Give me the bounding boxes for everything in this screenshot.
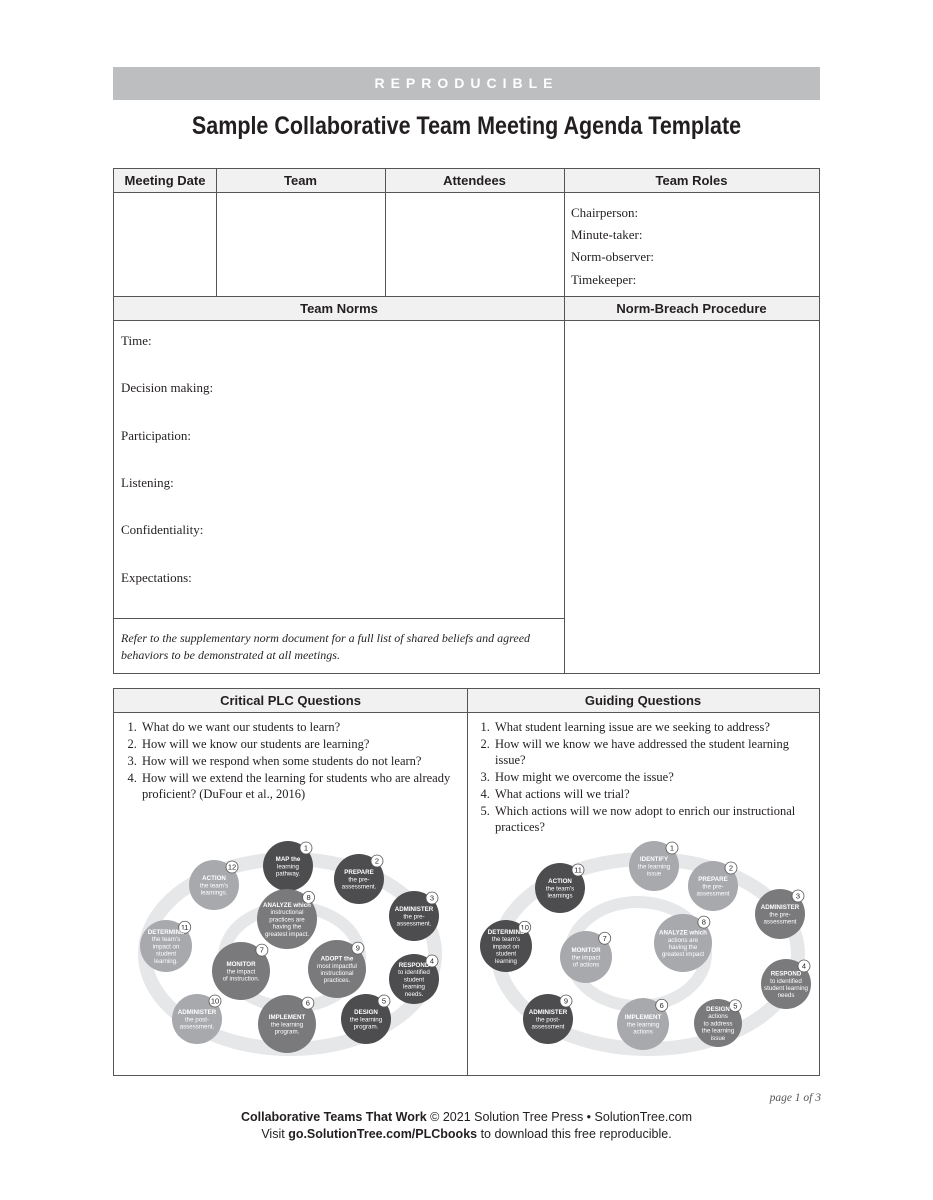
- header-guiding-questions: Guiding Questions: [467, 689, 819, 713]
- header-team: Team: [216, 169, 385, 193]
- step-number: 4: [429, 956, 435, 966]
- step-label: learning: [402, 983, 426, 991]
- step-label: learning.: [154, 957, 178, 965]
- step-number: 2: [728, 863, 734, 873]
- step-label: to identified: [398, 969, 430, 977]
- footer-link[interactable]: go.SolutionTree.com/PLCbooks: [288, 1127, 478, 1141]
- step-label: DETERMINE: [487, 929, 525, 936]
- page-title: Sample Collaborative Team Meeting Agenda Template: [191, 112, 742, 140]
- step-label: learnings: [547, 892, 573, 900]
- step-label: student: [403, 976, 425, 984]
- step-label: the learning: [626, 1021, 660, 1029]
- footer-line-1: [0, 1110, 933, 1124]
- step-label: ADMINISTER: [760, 904, 800, 912]
- step-number: 1: [669, 843, 675, 853]
- step-label: program.: [274, 1028, 300, 1036]
- cycle-step: [341, 994, 391, 1044]
- guiding-question: 2. How will we know we have addressed the student learning issue?: [493, 736, 813, 768]
- step-label: assessment: [696, 890, 730, 898]
- plc-question: 2. How will we know our students are learning?: [140, 736, 462, 752]
- step-number: 12: [227, 862, 237, 872]
- role-chairperson: Chairperson:: [571, 205, 639, 220]
- role-norm-observer: Norm-observer:: [571, 249, 655, 264]
- step-label: the learning: [349, 1016, 383, 1024]
- step-number: 7: [259, 945, 264, 955]
- cycle-step: [172, 994, 222, 1044]
- step-label: DESIGN: [354, 1009, 378, 1017]
- step-label: the pre-: [769, 911, 791, 919]
- step-label: MAP the: [275, 856, 301, 864]
- step-label: PREPARE: [344, 869, 374, 877]
- step-label: the learning: [637, 863, 671, 871]
- cycle-step: [523, 994, 573, 1044]
- guiding-question: 5. Which actions will we now adopt to enrich our instructional practices?: [493, 803, 813, 835]
- reproducible-banner: REPRODUCIBLE: [113, 67, 820, 100]
- step-number: 11: [180, 922, 189, 932]
- cycle-step: [189, 860, 239, 910]
- step-label: assessment: [531, 1023, 565, 1031]
- step-label: having the: [272, 923, 302, 931]
- footer-tail: to download this free reproducible.: [480, 1127, 672, 1141]
- footer-line-2: [0, 1127, 933, 1141]
- norm-time: Time:: [121, 333, 152, 348]
- step-number: 7: [602, 933, 607, 943]
- step-label: the pre-: [348, 876, 370, 884]
- step-label: greatest impact: [661, 951, 705, 959]
- guiding-cycle-diagram: [468, 839, 820, 1074]
- cycle-step: [629, 841, 679, 891]
- norm-decision-making: Decision making:: [121, 380, 214, 395]
- step-label: ANALYZE which: [659, 929, 707, 937]
- step-label: the pre-: [702, 883, 724, 891]
- step-label: the pre-: [403, 913, 425, 921]
- cycle-step: [389, 954, 439, 1004]
- guiding-question: 4. What actions will we trial?: [493, 786, 813, 802]
- step-number: 9: [563, 996, 569, 1006]
- cycle-step: [257, 889, 317, 949]
- step-label: instructional: [320, 970, 354, 977]
- step-number: 8: [306, 893, 311, 902]
- cycle-step: [654, 914, 712, 972]
- footer-visit: Visit: [261, 1127, 285, 1141]
- step-label: MONITOR: [571, 947, 601, 955]
- cycle-step: [140, 920, 192, 972]
- role-timekeeper: Timekeeper:: [571, 272, 637, 287]
- step-label: having the: [668, 944, 698, 951]
- step-number: 9: [355, 943, 360, 953]
- step-label: ADMINISTER: [177, 1009, 217, 1017]
- cycle-step: [212, 942, 270, 1000]
- step-number: 3: [429, 893, 435, 903]
- step-label: of actions: [572, 961, 600, 969]
- step-label: ADMINISTER: [528, 1009, 568, 1017]
- step-label: assessment: [763, 918, 797, 926]
- step-number: 5: [733, 1001, 738, 1011]
- step-label: assessment.: [179, 1023, 215, 1031]
- step-label: instructional: [270, 909, 304, 917]
- step-label: student: [495, 950, 517, 958]
- step-label: RESPOND: [770, 970, 802, 978]
- step-label: IMPLEMENT: [624, 1014, 662, 1022]
- guiding-question: 3. How might we overcome the issue?: [493, 769, 813, 785]
- header-norm-breach: Norm-Breach Procedure: [564, 297, 819, 321]
- step-label: of instruction.: [222, 975, 260, 983]
- step-label: the impact: [226, 968, 256, 976]
- header-team-roles: Team Roles: [564, 169, 819, 193]
- cycle-step: [308, 940, 366, 998]
- step-label: the team's: [199, 882, 229, 890]
- step-label: the impact: [571, 954, 601, 962]
- step-label: ADOPT the: [320, 955, 354, 963]
- header-meeting-date: Meeting Date: [114, 169, 216, 193]
- step-label: IDENTIFY: [639, 856, 669, 864]
- plc-question: 3. How will we respond when some students do not learn?: [140, 753, 462, 769]
- step-label: DETERMINE: [147, 929, 185, 936]
- step-label: practices are: [269, 916, 305, 924]
- step-label: the learning: [270, 1021, 304, 1029]
- step-label: assessment.: [341, 883, 377, 891]
- cycle-step: [688, 861, 738, 911]
- step-label: the learning: [701, 1027, 735, 1035]
- step-number: 2: [374, 856, 380, 866]
- cycle-step: [755, 889, 805, 939]
- cycle-step: [560, 931, 612, 983]
- cycle-step: [334, 854, 384, 904]
- header-attendees: Attendees: [385, 169, 564, 193]
- step-number: 10: [520, 922, 529, 932]
- cycle-step: [694, 999, 742, 1047]
- norm-note: Refer to the supplementary norm document for a full list of shared beliefs and agreed behaviors to be demonstrated at all meetings.: [121, 631, 531, 662]
- step-number: 6: [305, 998, 310, 1008]
- step-label: impact on: [152, 943, 180, 951]
- step-label: MONITOR: [226, 961, 256, 969]
- step-label: to address: [703, 1020, 733, 1028]
- cycle-step: [389, 891, 439, 941]
- cycle-step: [263, 841, 313, 891]
- step-label: the post-: [184, 1016, 210, 1024]
- step-label: student learning: [763, 985, 809, 992]
- step-label: learning: [276, 863, 300, 871]
- step-label: actions: [633, 1028, 653, 1036]
- step-label: learning: [494, 957, 518, 965]
- cycle-step: [480, 920, 532, 972]
- step-label: program.: [353, 1023, 379, 1031]
- questions-table: [113, 688, 820, 1076]
- plc-questions-list: [116, 719, 462, 803]
- step-label: assessment.: [396, 920, 432, 928]
- footer-copyright: © 2021 Solution Tree Press • SolutionTree.com: [430, 1110, 693, 1124]
- step-label: student: [155, 950, 177, 958]
- step-label: actions: [708, 1013, 728, 1021]
- step-label: the post-: [535, 1016, 561, 1024]
- step-label: the team's: [491, 936, 521, 944]
- step-label: issue: [646, 870, 662, 878]
- step-label: needs: [777, 992, 795, 1000]
- plc-question: 1. What do we want our students to learn?: [140, 719, 462, 735]
- step-number: 1: [303, 843, 309, 853]
- guiding-question: 1. What student learning issue are we seeking to address?: [493, 719, 813, 735]
- header-critical-plc: Critical PLC Questions: [114, 689, 467, 713]
- step-number: 6: [659, 1000, 664, 1010]
- cycle-step: [761, 959, 811, 1009]
- step-label: ADMINISTER: [394, 906, 434, 914]
- step-label: needs.: [404, 990, 424, 998]
- step-label: greatest impact.: [264, 930, 310, 938]
- cycle-step: [617, 998, 669, 1050]
- norm-listening: Listening:: [121, 475, 174, 490]
- page-number: page 1 of 3: [769, 1092, 821, 1104]
- norm-confidentiality: Confidentiality:: [121, 522, 204, 537]
- step-label: RESPOND: [398, 962, 430, 969]
- step-number: 11: [574, 865, 582, 875]
- step-label: ACTION: [202, 875, 226, 883]
- norm-participation: Participation:: [121, 428, 192, 443]
- step-number: 3: [795, 891, 801, 901]
- step-label: most impactful: [317, 962, 357, 970]
- team-norms-table: [113, 296, 820, 674]
- step-label: IMPLEMENT: [268, 1014, 306, 1022]
- step-number: 10: [210, 996, 220, 1006]
- plc-cycle-diagram: [114, 839, 467, 1074]
- step-label: pathway.: [275, 870, 301, 878]
- plc-question: 4. How will we extend the learning for students who are already proficient? (DuFour et al., 2016): [140, 770, 462, 802]
- step-number: 5: [381, 996, 387, 1006]
- step-label: ACTION: [548, 878, 572, 886]
- step-label: actions are: [667, 936, 699, 944]
- cycle-step: [258, 995, 316, 1053]
- meeting-info-table: [113, 168, 820, 297]
- step-label: DESIGN: [706, 1006, 730, 1013]
- guiding-questions-list: [469, 719, 813, 836]
- step-number: 4: [801, 961, 807, 971]
- norm-expectations: Expectations:: [121, 570, 192, 585]
- step-label: issue: [710, 1034, 726, 1042]
- book-title: Collaborative Teams That Work: [240, 1110, 427, 1124]
- step-label: the team's: [151, 936, 181, 944]
- step-label: learnings.: [200, 889, 228, 897]
- header-team-norms: Team Norms: [114, 297, 564, 321]
- cycle-step: [535, 863, 585, 913]
- step-label: practices.: [323, 977, 351, 985]
- role-minute-taker: Minute-taker:: [571, 227, 643, 242]
- step-label: to identified: [770, 977, 802, 985]
- step-label: the team's: [545, 885, 575, 893]
- step-label: impact on: [492, 943, 520, 951]
- step-number: 8: [701, 917, 706, 927]
- step-label: ANALYZE which: [263, 902, 311, 909]
- step-label: PREPARE: [698, 876, 728, 884]
